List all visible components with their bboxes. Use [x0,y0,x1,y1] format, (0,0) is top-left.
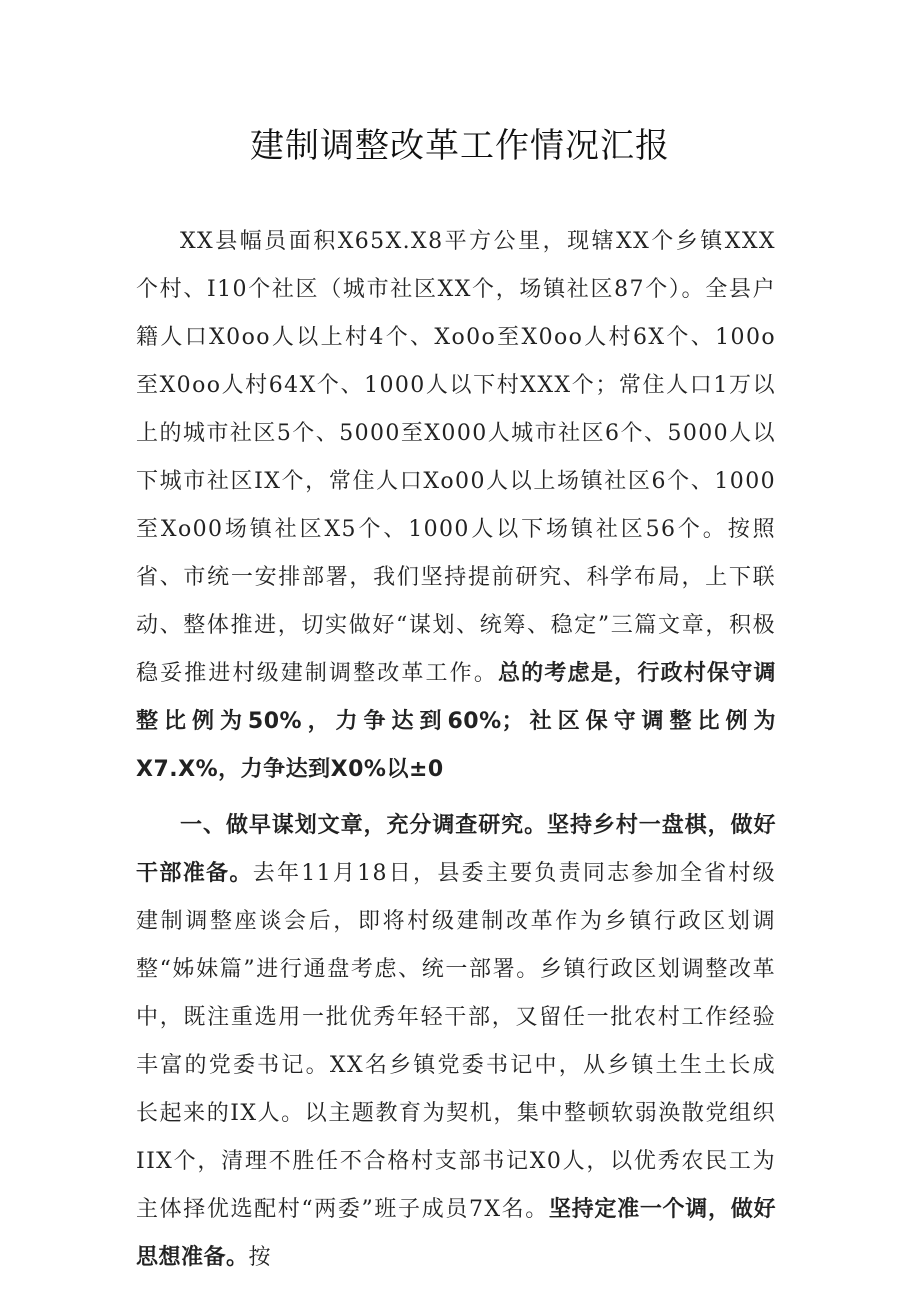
overview-text: XX县幅员面积X65X.X8平方公里，现辖XX个乡镇XXX个村、I10个社区（城市社区XX个，场镇社区87个）。全县户籍人口X0oo人以上村4个、Xo0o至X0oo人村6X个、100o至X0oo人村64X个、1000人以下村XXX个；常住人口1万以上的城市社区5个、5000至X000人城市社区6个、5000人以下城市社区IX个，常住人口Xo00人以上场镇社区6个、1000至Xo00场镇社区X5个、1000人以下场镇社区56个。按照省、市统一安排部署，我们坚持提前研究、科学布局，上下联动、整体推进，切实做好“谋划、统筹、稳定”三篇文章，积极稳妥推进村级建制调整改革工作。 [136,229,776,686]
paragraph-overview [136,218,776,794]
overview-summary: 总的考虑是，行政村保守调整比例为50%，力争达到60%；社区保守调整比例为X7.X%，力争达到X0%以±0 [136,661,776,782]
paragraph-section-one [136,802,776,1282]
document-title: 建制调整改革工作情况汇报 [250,126,670,166]
section-one-subheading: 坚持定准一个调，做好思想准备。 [136,1197,776,1270]
section-one-continuation: 按 [248,1245,272,1270]
section-one-heading: 一、做早谋划文章，充分调查研究。坚持乡村一盘棋，做好干部准备。 [136,813,776,886]
section-one-text: 去年11月18日，县委主要负责同志参加全省村级建制调整座谈会后，即将村级建制改革作为乡镇行政区划调整“姊妹篇”进行通盘考虑、统一部署。乡镇行政区划调整改革中，既注重选用一批优秀年轻干部，又留任一批农村工作经验丰富的党委书记。XX名乡镇党委书记中，从乡镇土生土长成长起来的IX人。以主题教育为契机，集中整顿软弱涣散党组织IIX个，清理不胜任不合格村支部书记X0人，以优秀农民工为主体择优选配村“两委”班子成员7X名。 [136,861,776,1222]
document-body [136,218,776,1282]
